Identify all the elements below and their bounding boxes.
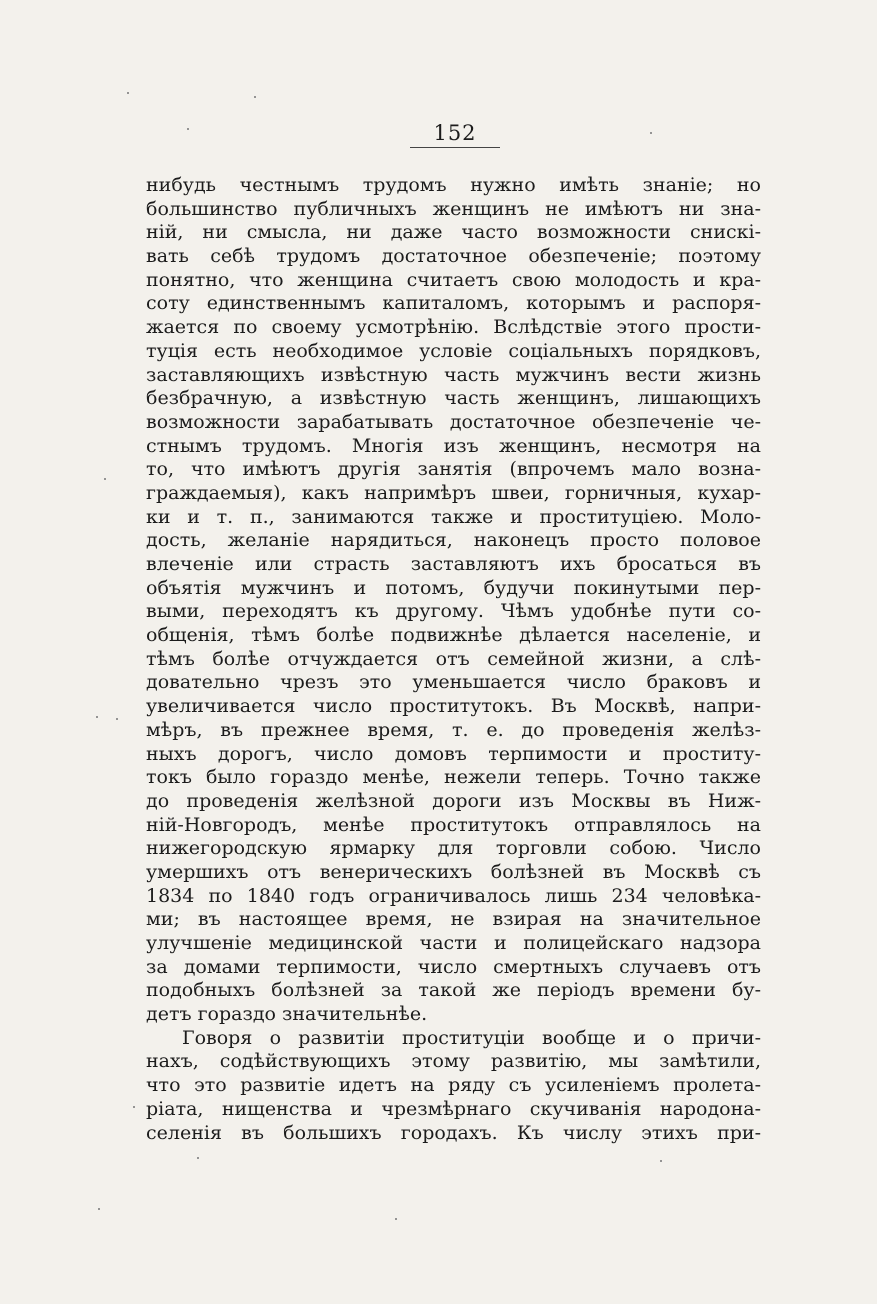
- text-line: большинство публичныхъ женщинъ не имѣютъ ни зна-: [146, 197, 761, 220]
- text-line: ныхъ дорогъ, число домовъ терпимости и проститу-: [146, 742, 761, 765]
- scan-speck: [104, 478, 106, 480]
- text-line: ріата, нищенства и чрезмѣрнаго скучиванія народона-: [146, 1097, 761, 1120]
- scan-speck: [187, 128, 189, 130]
- page-number: 152: [410, 121, 500, 148]
- text-line: возможности зарабатывать достаточное обезпеченіе че-: [146, 410, 761, 433]
- text-line: селенія въ большихъ городахъ. Къ числу этихъ при-: [146, 1121, 761, 1144]
- text-line: нахъ, содѣйствующихъ этому развитію, мы замѣтили,: [146, 1050, 761, 1073]
- text-line: нижегородскую ярмарку для торговли собою. Число: [146, 837, 761, 860]
- scan-speck: [96, 716, 98, 718]
- scan-speck: [98, 1208, 100, 1210]
- text-line: за домами терпимости, число смертныхъ случаевъ отъ: [146, 955, 761, 978]
- text-line: увеличивается число проститутокъ. Въ Москвѣ, напри-: [146, 695, 761, 718]
- text-line: ній-Новгородъ, менѣе проститутокъ отправлялось на: [146, 813, 761, 836]
- text-body: [146, 174, 761, 1145]
- text-line: стнымъ трудомъ. Многія изъ женщинъ, несмотря на: [146, 434, 761, 457]
- text-line: до проведенія желѣзной дороги изъ Москвы въ Ниж-: [146, 789, 761, 812]
- scan-speck: [116, 718, 118, 720]
- text-line: безбрачную, а извѣстную часть женщинъ, лишающихъ: [146, 387, 761, 410]
- text-line: 1834 по 1840 годъ ограничивалось лишь 234 человѣка-: [146, 884, 761, 907]
- text-line: мѣръ, въ прежнее время, т. е. до проведенія желѣз-: [146, 718, 761, 741]
- text-line: дость, желаніе нарядиться, наконецъ просто половое: [146, 529, 761, 552]
- text-line: жается по своему усмотрѣнію. Вслѣдствіе этого прости-: [146, 316, 761, 339]
- text-line: что это развитіе идетъ на ряду съ усиленіемъ пролета-: [146, 1074, 761, 1097]
- text-line: подобныхъ болѣзней за такой же періодъ времени бу-: [146, 979, 761, 1002]
- scan-speck: [395, 1218, 397, 1220]
- text-line: объятія мужчинъ и потомъ, будучи покинутыми пер-: [146, 576, 761, 599]
- text-line: заставляющихъ извѣстную часть мужчинъ вести жизнь: [146, 363, 761, 386]
- scan-speck: [127, 92, 129, 94]
- scan-speck: [254, 96, 256, 98]
- scan-speck: [660, 1160, 662, 1162]
- text-line: влеченіе или страсть заставляютъ ихъ бросаться въ: [146, 553, 761, 575]
- text-line: понятно, что женщина считаетъ свою молодость и кра-: [146, 268, 761, 291]
- text-line: нибудь честнымъ трудомъ нужно имѣть знаніе; но: [146, 174, 761, 196]
- text-line: соту единственнымъ капиталомъ, которымъ и распоря-: [146, 292, 761, 315]
- text-line: умершихъ отъ венерическихъ болѣзней въ Москвѣ съ: [146, 860, 761, 883]
- text-line: граждаемыя), какъ напримѣръ швеи, горничныя, кухар-: [146, 481, 761, 504]
- text-line: ній, ни смысла, ни даже часто возможности снискі-: [146, 221, 761, 244]
- text-line: ми; въ настоящее время, не взирая на значительное: [146, 908, 761, 931]
- text-line: выми, переходятъ къ другому. Чѣмъ удобнѣе пути со-: [146, 600, 761, 623]
- text-line: ки и т. п., занимаются также и проституціею. Моло-: [146, 505, 761, 528]
- text-line: вать себѣ трудомъ достаточное обезпеченіе; поэтому: [146, 245, 761, 268]
- paragraph-end-line: детъ гораздо значительнѣе.: [146, 1003, 428, 1026]
- text-line: туція есть необходимое условіе соціальныхъ порядковъ,: [146, 339, 761, 362]
- scan-speck: [650, 132, 652, 134]
- text-line: довательно чрезъ это уменьшается число браковъ и: [146, 671, 761, 694]
- text-line: общенія, тѣмъ болѣе подвижнѣе дѣлается населеніе, и: [146, 624, 761, 647]
- scan-speck: [197, 1157, 199, 1159]
- scan-speck: [133, 1106, 135, 1108]
- text-line: то, что имѣютъ другія занятія (впрочемъ мало возна-: [146, 458, 761, 481]
- text-line: улучшеніе медицинской части и полицейскаго надзора: [146, 932, 761, 954]
- text-line: тѣмъ болѣе отчуждается отъ семейной жизни, а слѣ-: [146, 647, 761, 670]
- text-line: токъ было гораздо менѣе, нежели теперь. Точно также: [146, 766, 761, 789]
- paragraph-start-line: Говоря о развитіи проституціи вообще и о причи-: [182, 1026, 761, 1049]
